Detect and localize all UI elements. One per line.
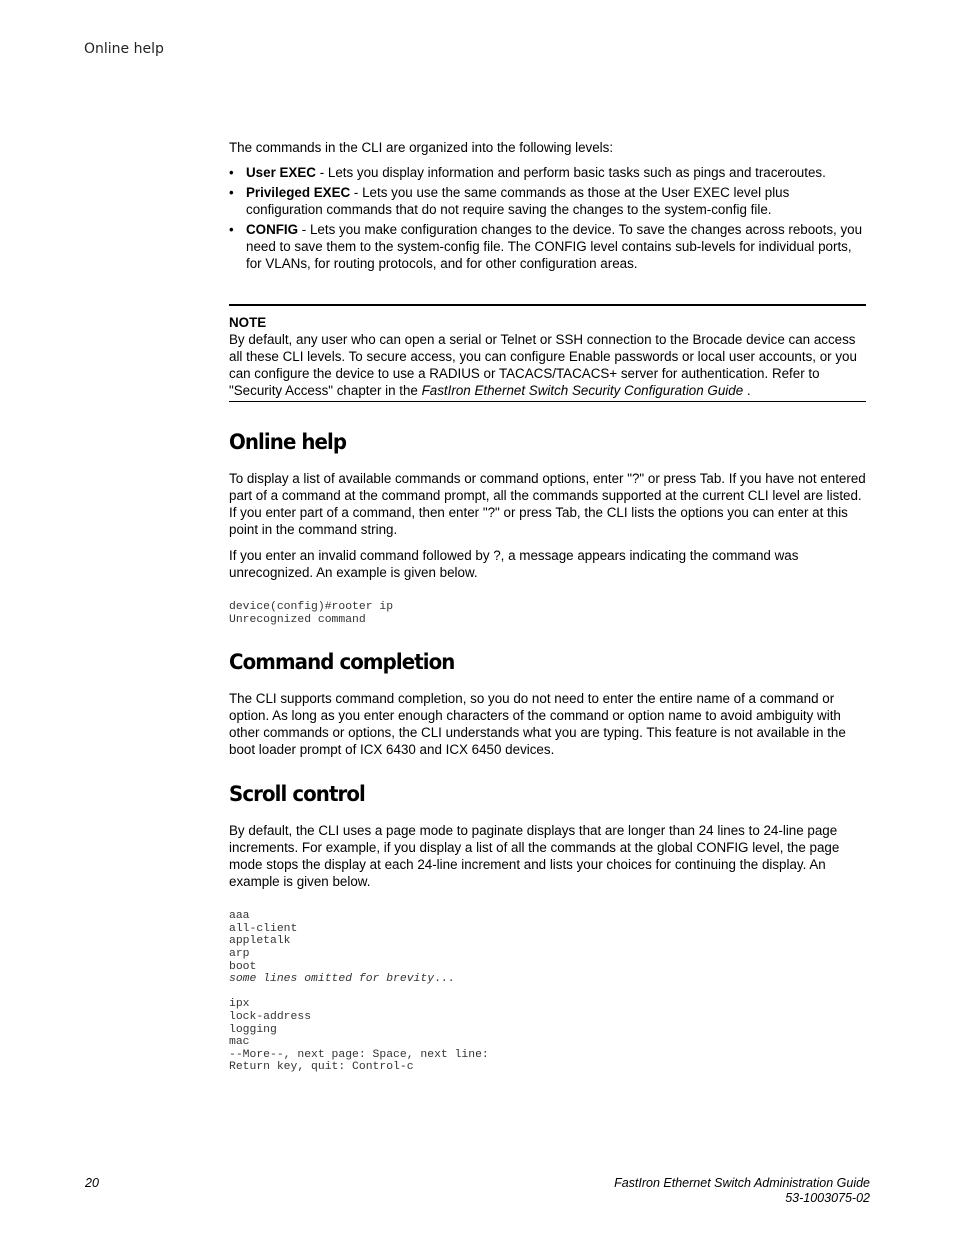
cli-levels-list [229, 164, 866, 272]
code-line: aaa [229, 910, 250, 923]
footer-guide-info [614, 1176, 870, 1206]
code-line: appletalk [229, 935, 291, 948]
code-line: all-client [229, 922, 298, 935]
list-item [229, 221, 866, 272]
code-example [229, 910, 866, 1074]
code-line: mac [229, 1036, 250, 1049]
note-box [229, 304, 866, 402]
note-text [229, 331, 866, 399]
scroll-control-heading: Scroll control [229, 782, 365, 808]
footer-guide-title: FastIron Ethernet Switch Administration Guide [614, 1176, 870, 1190]
code-line: Return key, quit: Control-c [229, 1061, 414, 1074]
code-line [229, 973, 866, 986]
level-term: Privileged EXEC [246, 185, 351, 200]
list-item [229, 184, 866, 218]
note-title: NOTE [229, 315, 267, 330]
scroll-control-paragraph: By default, the CLI uses a page mode to paginate displays that are longer than 24 lines to 24-line page increments. For example, if you display a list of all the commands at the global CONFIG level, the page mode stops the display at each 24-line increment and lists your choices for continuing the display. An example is given below. [229, 823, 840, 890]
footer-doc-number: 53-1003075-02 [785, 1191, 870, 1205]
code-line: arp [229, 947, 250, 960]
running-header: Online help [84, 41, 164, 57]
online-help-paragraph: If you enter an invalid command followed by ?, a message appears indicating the command was unrecognized. An example is given below. [229, 548, 799, 580]
code-line: device(config)#rooter ip [229, 601, 394, 613]
online-help-heading: Online help [229, 430, 347, 455]
note-end: . [743, 383, 751, 398]
level-description: - Lets you make configuration changes to the device. To save the changes across reboots, you need to save them to the system-config file. The CONFIG level contains sub-levels for individual ports, for VLANs, for routing protocols, and for other configuration areas. [246, 222, 863, 271]
code-blank-line [229, 986, 866, 999]
note-body: By default, any user who can open a serial or Telnet or SSH connection to the Brocade device can access all these CLI levels. To secure access, you can configure Enable passwords or local user accounts, or you can configure the device to use a RADIUS or TACACS/TACACS+ server for authentication. Refer to "Security Access" chapter in the [229, 332, 857, 398]
code-line: logging [229, 1023, 277, 1036]
online-help-paragraph: To display a list of available commands or command options, enter "?" or press Tab. If you have not entered part of a command at the command prompt, all the commands supported at the current CLI level are listed. If you enter part of a command, then enter "?" or press Tab, the CLI lists the options you can enter at this point in the command string. [229, 471, 866, 537]
level-description: - Lets you display information and perform basic tasks such as pings and traceroutes. [315, 165, 826, 180]
note-guide-reference: FastIron Ethernet Switch Security Configuration Guide [421, 383, 744, 398]
code-line: boot [229, 960, 257, 973]
code-example [229, 601, 866, 626]
page-number: 20 [85, 1176, 99, 1190]
list-item [229, 164, 866, 181]
level-term: CONFIG [246, 222, 299, 237]
code-ellipsis: ... [434, 973, 455, 986]
intro-paragraph: The commands in the CLI are organized into the following levels: [229, 140, 614, 155]
command-completion-heading: Command completion [229, 650, 455, 676]
level-term: User EXEC [246, 165, 316, 180]
command-completion-paragraph: The CLI supports command completion, so you do not need to enter the entire name of a command or option. As long as you enter enough characters of the command or option name to avoid ambiguity with other commands or options, the CLI understands what you are typing. This feature is not available in the boot loader prompt of ICX 6430 and ICX 6450 devices. [229, 691, 846, 758]
code-omitted-note: some lines omitted for brevity [229, 973, 435, 986]
page-body [229, 139, 866, 1074]
level-description: - Lets you use the same commands as those at the User EXEC level plus configuration commands that do not require saving the changes to the system-config file. [246, 185, 790, 217]
code-line: Unrecognized command [229, 613, 366, 626]
code-line: lock-address [229, 1010, 312, 1023]
code-line: ipx [229, 998, 250, 1011]
code-line: --More--, next page: Space, next line: [229, 1048, 489, 1061]
